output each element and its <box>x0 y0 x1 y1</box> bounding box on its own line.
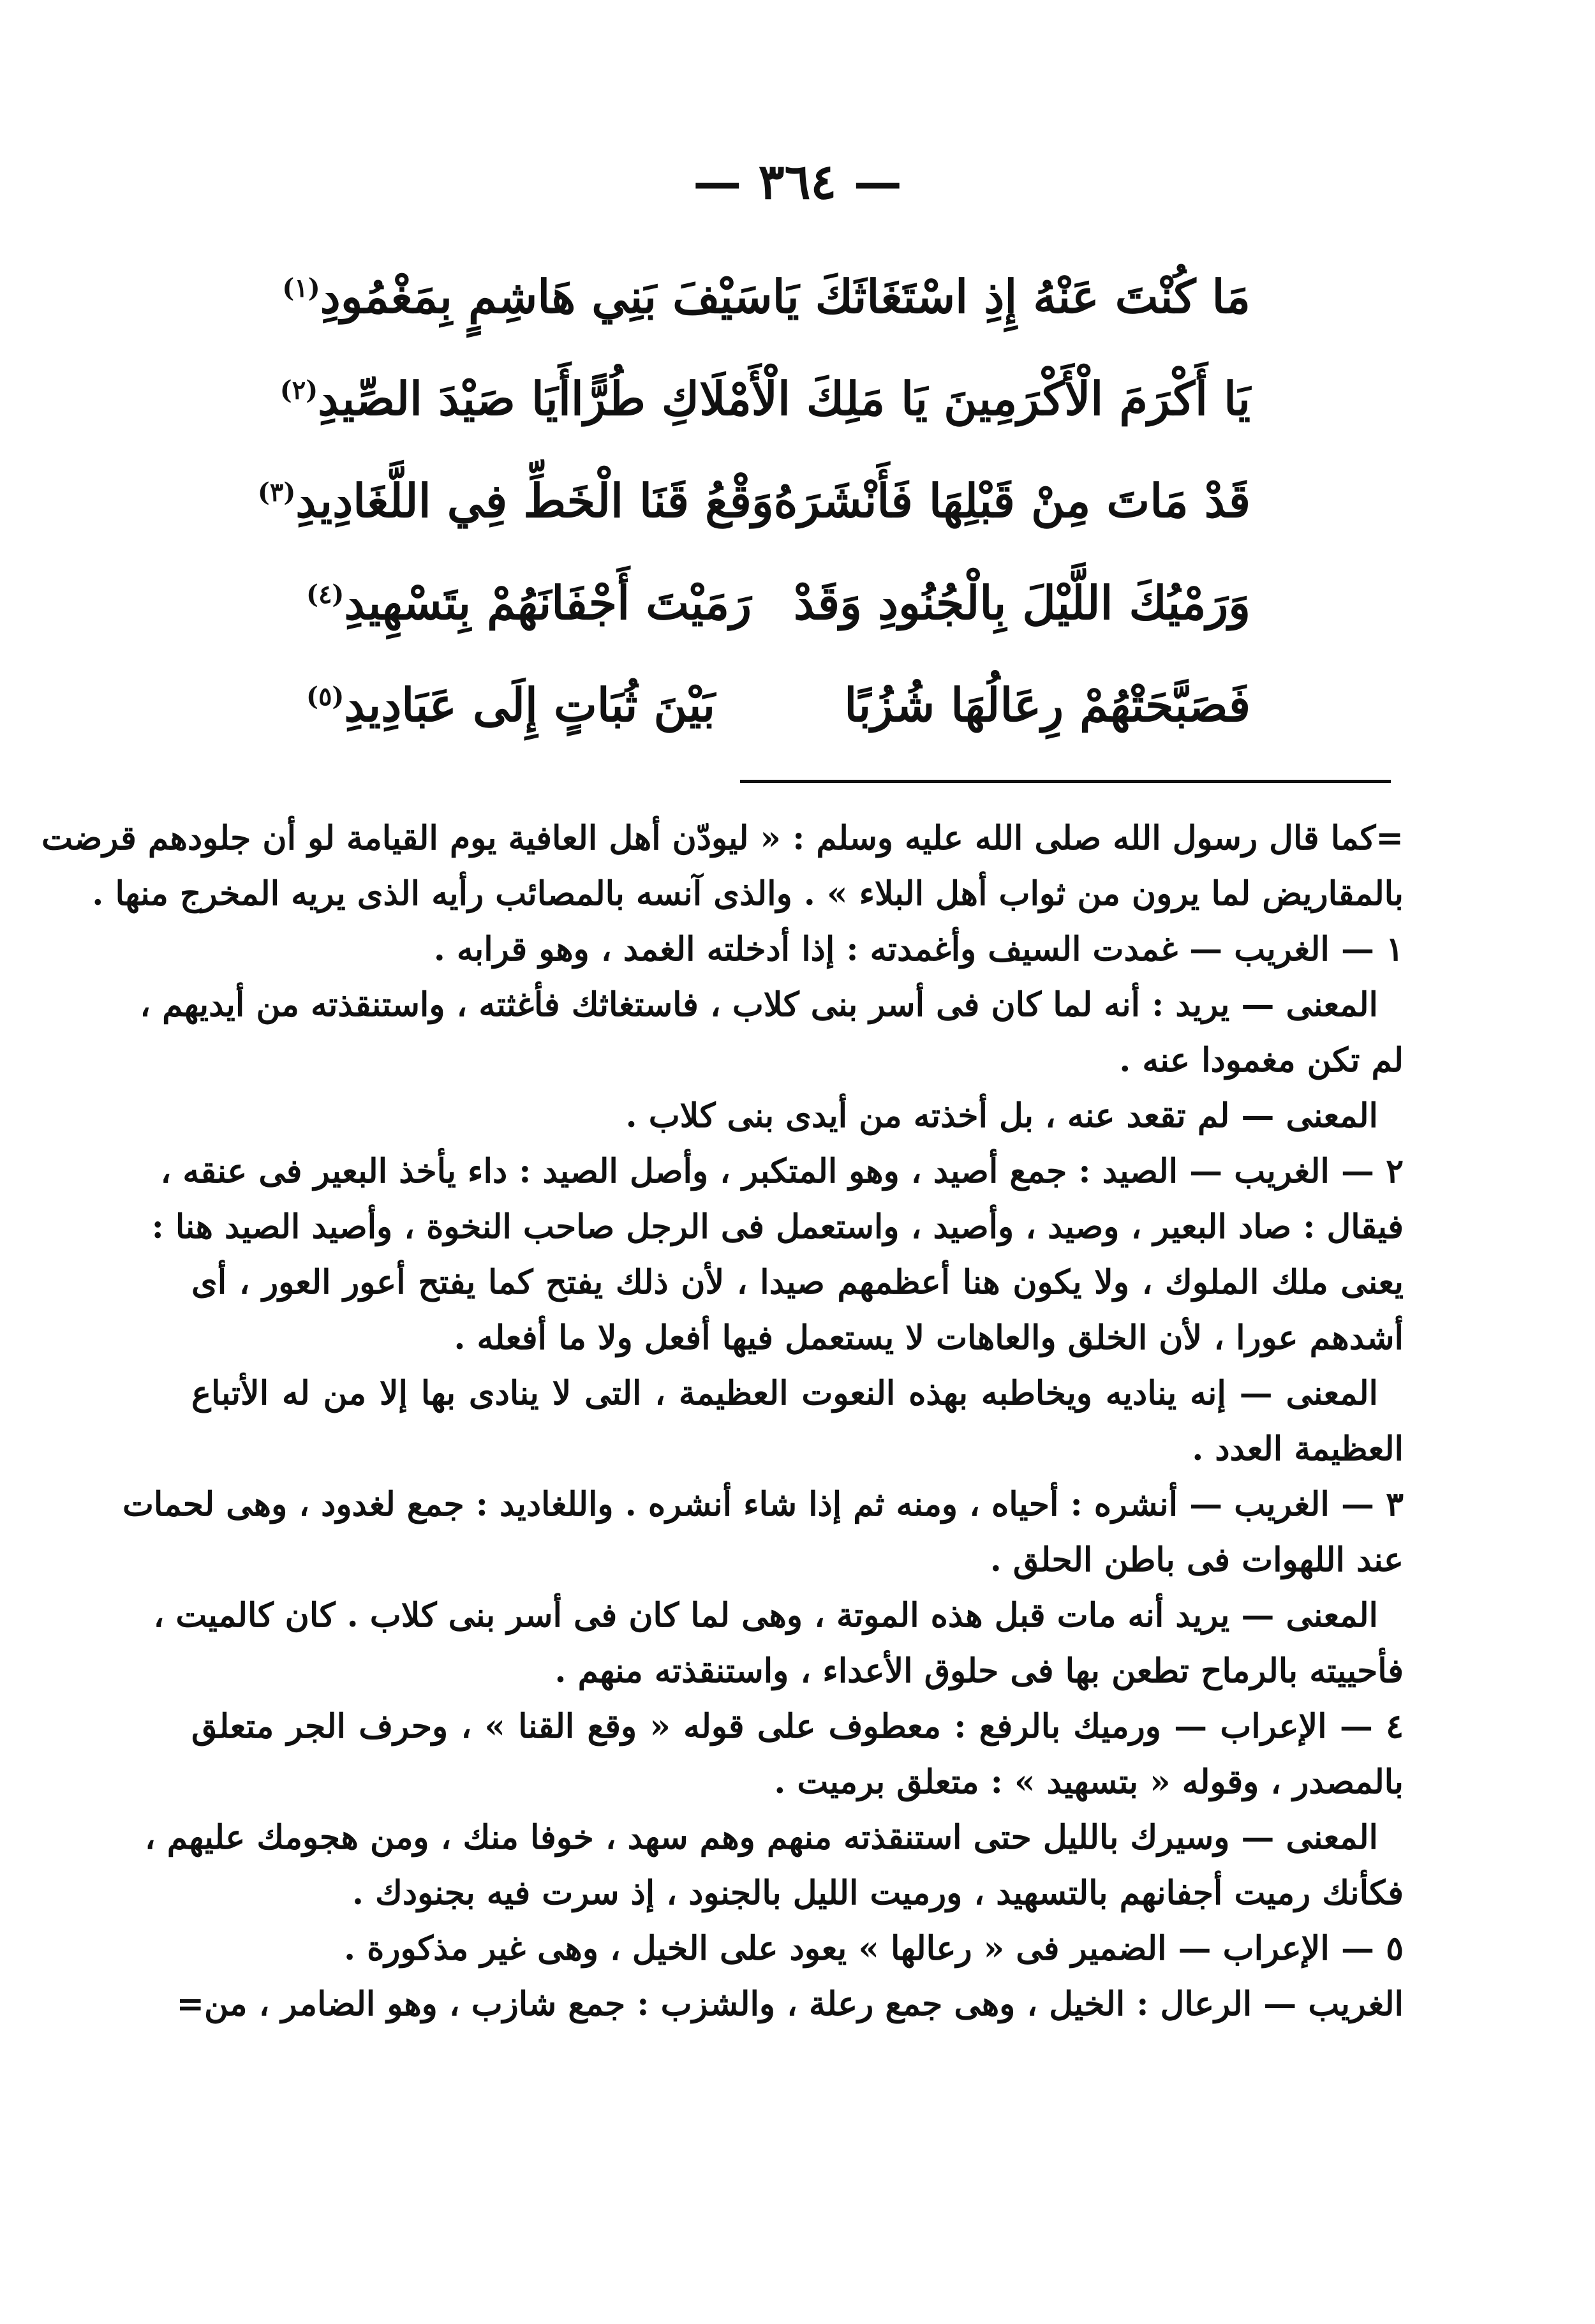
verse-second-hemistich <box>258 473 774 528</box>
footnote-line: ١ — الغريب — غمدت السيف وأغمدته : إذا أدخلته الغمد ، وهو قرابه . <box>433 930 1404 969</box>
hemistich-text: سَيْفَ بَنِي هَاشِمٍ بِمَغْمُودِ <box>320 269 773 324</box>
verse-first-hemistich: مَا كُنْتَ عَنْهُ إِذِ اسْتَغَاثَكَ يَا <box>772 269 1250 324</box>
footnote-marker: (٢) <box>279 375 318 405</box>
footnote-marker: (٣) <box>257 477 296 507</box>
verse <box>257 450 1250 552</box>
hemistich-text: وَقْعُ قَنَا الْخَطِّ فِي اللَّغَادِيدِ <box>295 473 774 528</box>
footnote-line: ٣ — الغريب — أنشره : أحياه ، ومنه ثم إذا شاء أنشره . واللغاديد : جمع لغدود ، وهى لحمات <box>122 1485 1404 1524</box>
poem <box>257 246 1250 756</box>
verse-second-hemistich <box>282 269 772 324</box>
footnote-line: فأحييته بالرماح تطعن بها فى حلوق الأعداء ، واستنقذته منهم . <box>554 1651 1404 1690</box>
footnote-divider <box>740 780 1391 783</box>
footnote-line: المعنى — إنه يناديه ويخاطبه بهذه النعوت العظيمة ، التى لا ينادى بها إلا من له الأتباع <box>191 1374 1378 1413</box>
footnote-line: ٤ — الإعراب — ورميك بالرفع : معطوف على قوله « وقع القنا » ، وحرف الجر متعلق <box>191 1707 1404 1746</box>
verse-second-hemistich <box>306 678 715 733</box>
hemistich-text: أَيَا صَيْدَ الصِّيدِ <box>318 371 571 426</box>
footnote-line: المعنى — وسيرك بالليل حتى استنقذته منهم وهم سهد ، خوفا منك ، ومن هجومك عليهم ، <box>144 1818 1378 1857</box>
footnote-line: لم تكن مغمودا عنه . <box>1119 1041 1404 1080</box>
footnote-line: فكأنك رميت أجفانهم بالتسهيد ، ورميت الليل بالجنود ، إذ سرت فيه بجنودك . <box>352 1873 1404 1912</box>
footnote-line: بالمقاريض لما يرون من ثواب أهل البلاء » . والذى آنسه بالمصائب رأيه الذى يريه المخرج منها . <box>92 874 1404 913</box>
verse-first-hemistich: فَصَبَّحَتْهُمْ رِعَالُهَا شُزُبًا <box>844 677 1250 732</box>
page-number: — ٣٦٤ — <box>693 153 902 210</box>
footnote-line: أشدهم عورا ، لأن الخلق والعاهات لا يستعمل فيها أفعل ولا ما أفعله . <box>454 1318 1404 1357</box>
verse <box>282 246 1250 348</box>
footnote-line: العظيمة العدد . <box>1192 1429 1404 1468</box>
footnote-line: عند اللهوات فى باطن الحلق . <box>990 1540 1404 1579</box>
footnote-line: الغريب — الرعال : الخيل ، وهى جمع رعلة ، والشزب : جمع شازب ، وهو الضامر ، من= <box>176 1985 1404 2023</box>
verse-second-hemistich <box>280 371 571 426</box>
footnote-line: المعنى — يريد أنه مات قبل هذه الموتة ، وهى لما كان فى أسر بنى كلاب . كان كالميت ، <box>153 1596 1378 1635</box>
verse-first-hemistich: وَرَمْيُكَ اللَّيْلَ بِالْجُنُودِ وَقَدْ <box>793 575 1250 630</box>
footnote-marker: (١) <box>282 272 320 303</box>
verse-first-hemistich: يَا أَكْرَمَ الْأَكْرَمِينَ يَا مَلِكَ الْأَمْلَاكِ طُرًّا <box>570 371 1250 426</box>
verse <box>306 654 1250 756</box>
verse-second-hemistich <box>306 576 752 630</box>
hemistich-text: رَمَيْتَ أَجْفَانَهُمْ بِتَسْهِيدِ <box>344 575 752 630</box>
footnote-line: ٢ — الغريب — الصيد : جمع أصيد ، وهو المتكبر ، وأصل الصيد : داء يأخذ البعير فى عنقه ، <box>160 1152 1404 1191</box>
footnote-line: بالمصدر ، وقوله « بتسهيد » : متعلق برميت . <box>774 1762 1404 1801</box>
footnote-marker: (٤) <box>306 579 345 609</box>
footnote-line: ٥ — الإعراب — الضمير فى « رعالها » يعود على الخيل ، وهى غير مذكورة . <box>343 1929 1404 1968</box>
footnote-line: المعنى — لم تقعد عنه ، بل أخذته من أيدى بنى كلاب . <box>625 1096 1378 1135</box>
footnote-line: =كما قال رسول الله صلى الله عليه وسلم : « ليودّن أهل العافية يوم القيامة لو أن جلودهم قرضت <box>41 819 1404 858</box>
footnotes <box>41 810 1404 2032</box>
hemistich-text: بَيْنَ ثُبَاتٍ إِلَى عَبَادِيدِ <box>344 677 716 732</box>
verse <box>306 552 1250 654</box>
footnote-marker: (٥) <box>306 681 345 711</box>
footnote-line: المعنى — يريد : أنه لما كان فى أسر بنى كلاب ، فاستغاثك فأغثته ، واستنقذته من أيديهم ، <box>140 985 1378 1024</box>
verse-first-hemistich: قَدْ مَاتَ مِنْ قَبْلِهَا فَأَنْشَرَهُ <box>773 473 1250 528</box>
verse <box>279 348 1250 450</box>
footnote-line: يعنى ملك الملوك ، ولا يكون هنا أعظمهم صيدا ، لأن ذلك يفتح كما يفتح أعور العور ، أى <box>191 1263 1404 1302</box>
footnote-line: فيقال : صاد البعير ، وصيد ، وأصيد ، واستعمل فى الرجل صاحب النخوة ، وأصيد الصيد هنا : <box>151 1207 1404 1246</box>
